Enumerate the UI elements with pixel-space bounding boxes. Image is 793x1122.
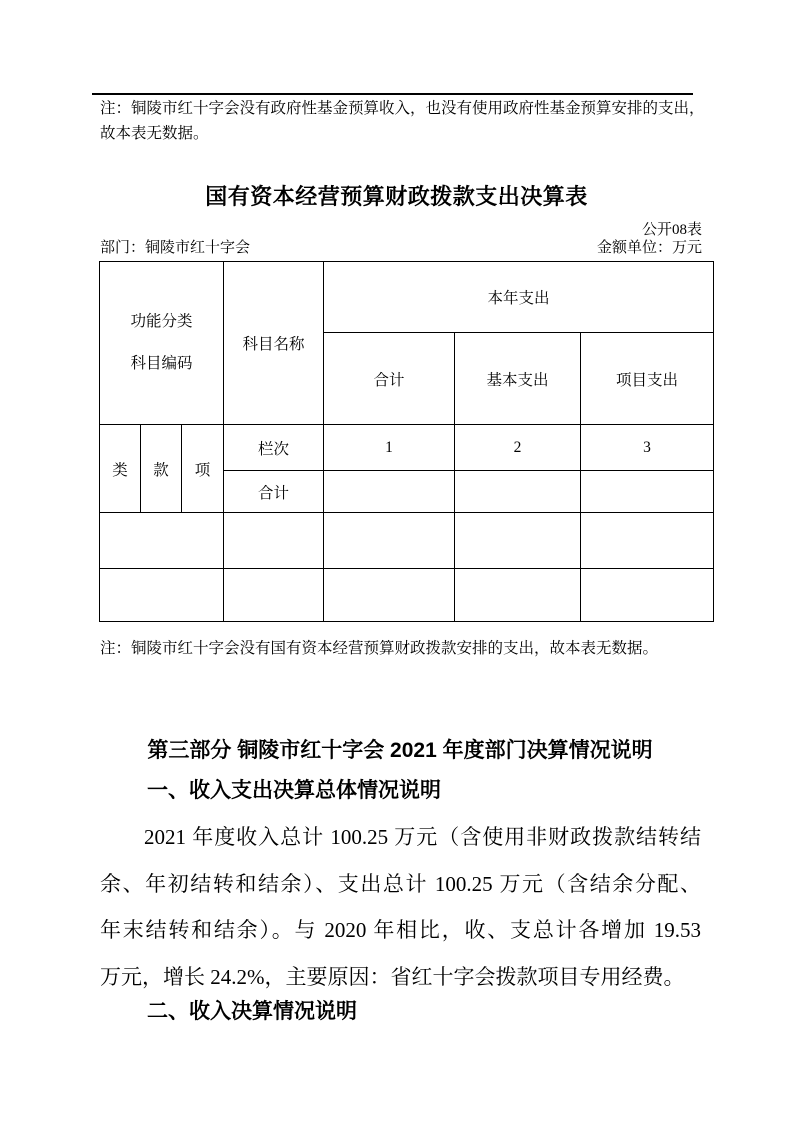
state-capital-expenditure-table <box>99 261 714 622</box>
column-index-2: 2 <box>455 425 581 471</box>
empty-total-cell <box>324 513 455 569</box>
paragraph-line: 2021 年度收入总计 100.25 万元（含使用非财政拨款结转结 <box>144 825 701 849</box>
empty-basic-cell <box>455 569 581 622</box>
total-value-cell <box>324 471 455 513</box>
previous-table-bottom-rule <box>92 93 693 95</box>
basic-value-cell <box>455 471 581 513</box>
overall-statement-paragraph <box>100 814 701 1000</box>
header-cell-item: 项 <box>182 425 224 513</box>
header-cell-basic-expenditure: 基本支出 <box>455 333 581 425</box>
column-index-1: 1 <box>324 425 455 471</box>
column-index-label: 栏次 <box>224 425 324 471</box>
unit-label: 金额单位：万元 <box>596 240 702 256</box>
column-index-row <box>100 425 714 471</box>
header-cell-class: 类 <box>100 425 141 513</box>
table-title: 国有资本经营预算财政拨款支出决算表 <box>205 184 588 209</box>
note-line: 注：铜陵市红十字会没有政府性基金预算收入，也没有使用政府性基金预算安排的支出， <box>100 100 705 117</box>
section-two-heading: 二、收入决算情况说明 <box>147 1000 357 1023</box>
government-fund-note <box>100 96 712 146</box>
empty-data-row <box>100 569 714 622</box>
empty-basic-cell <box>455 513 581 569</box>
empty-project-cell <box>581 569 714 622</box>
empty-code-cell <box>100 569 224 622</box>
header-row-1 <box>100 262 714 333</box>
empty-subject-cell <box>224 569 324 622</box>
project-value-cell <box>581 471 714 513</box>
header-cell-total: 合计 <box>324 333 455 425</box>
state-capital-note: 注：铜陵市红十字会没有国有资本经营预算财政拨款安排的支出，故本表无数据。 <box>100 640 659 657</box>
header-cell-section: 款 <box>141 425 182 513</box>
paragraph-line: 万元，增长 24.2%，主要原因：省红十字会拨款项目专用经费。 <box>100 964 685 989</box>
column-index-3: 3 <box>581 425 714 471</box>
total-row-label: 合计 <box>224 471 324 513</box>
empty-data-row <box>100 513 714 569</box>
table-meta-row <box>100 239 702 257</box>
paragraph-line: 余、年初结转和结余）、支出总计 100.25 万元（含结余分配、 <box>100 871 701 896</box>
header-cell-project-expenditure: 项目支出 <box>581 333 714 425</box>
header-cell-subject-name: 科目名称 <box>224 262 324 425</box>
section-one-heading: 一、收入支出决算总体情况说明 <box>147 779 441 802</box>
header-cell-functional-class <box>100 262 224 425</box>
paragraph-line: 年末结转和结余）。与 2020 年相比，收、支总计各增加 19.53 <box>100 918 701 942</box>
functional-class-label-line1: 功能分类 <box>130 313 193 330</box>
empty-subject-cell <box>224 513 324 569</box>
table-code-label: 公开08表 <box>641 222 702 238</box>
part-three-heading: 第三部分 铜陵市红十字会 2021 年度部门决算情况说明 <box>147 739 653 762</box>
empty-code-cell <box>100 513 224 569</box>
functional-class-label-line2: 科目编码 <box>130 355 193 372</box>
empty-project-cell <box>581 513 714 569</box>
department-label: 部门：铜陵市红十字会 <box>100 240 251 256</box>
header-cell-current-year-expenditure: 本年支出 <box>324 262 714 333</box>
note-line: 故本表无数据。 <box>100 125 209 142</box>
empty-total-cell <box>324 569 455 622</box>
functional-class-gap <box>100 333 223 353</box>
